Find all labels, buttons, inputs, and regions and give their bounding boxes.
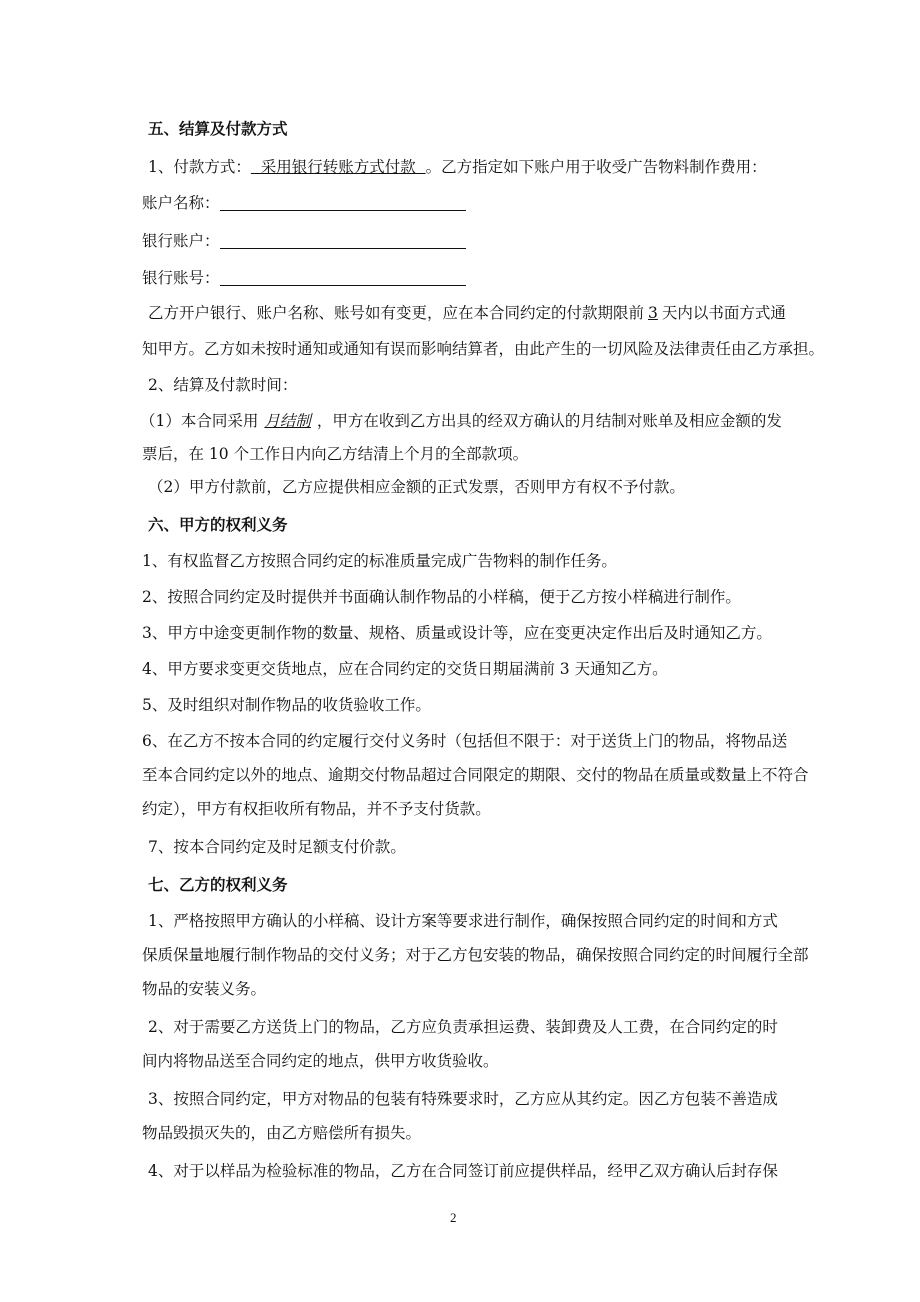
bank-number-blank [220,269,466,286]
party-b-item-1-line-3: 物品的安装义务。 [142,980,267,998]
party-a-item-5: 5、及时组织对制作物品的收货验收工作。 [142,696,431,714]
party-a-item-7: 7、按本合同约定及时足额支付价款。 [148,838,406,856]
section-7-title: 七、乙方的权利义务 [148,876,288,894]
party-a-item-6-line-2: 至本合同约定以外的地点、逾期交付物品超过合同限定的期限、交付的物品在质量或数量上不符合 [142,766,809,784]
party-b-item-1-line-1: 1、严格按照甲方确认的小样稿、设计方案等要求进行制作，确保按照合同约定的时间和方式 [148,912,778,930]
account-change-line-2: 知甲方。乙方如未按时通知或通知有误而影响结算者，由此产生的一切风险及法律责任由乙方承担。 [142,340,825,358]
account-name-line [142,192,466,214]
settlement-item-1-line-1: （1）本合同采用 月结制 ，甲方在收到乙方出具的经双方确认的月结制对账单及相应金额的发 [140,412,782,430]
payment-method-label: 1、付款方式： [148,158,251,176]
payment-method-suffix: 。乙方指定如下账户用于收受广告物料制作费用： [425,158,767,176]
party-a-item-3: 3、甲方中途变更制作物的数量、规格、质量或设计等，应在变更决定作出后及时通知乙方。 [142,624,772,642]
account-name-blank [220,194,466,211]
page-number: 2 [450,1210,457,1225]
party-a-item-1: 1、有权监督乙方按照合同约定的标准质量完成广告物料的制作任务。 [142,552,617,570]
account-name-label: 账户名称： [142,194,220,212]
notice-days: 3 [648,304,658,322]
payment-method-value: 采用银行转账方式付款 [250,158,426,176]
bank-number-line [142,267,466,289]
party-a-item-2: 2、按照合同约定及时提供并书面确认制作物品的小样稿，便于乙方按小样稿进行制作。 [142,588,741,606]
settlement-item-1-line-2: 票后，在 10 个工作日内向乙方结清上个月的全部款项。 [142,445,529,463]
party-b-item-4-line-1: 4、对于以样品为检验标准的物品，乙方在合同签订前应提供样品，经甲乙双方确认后封存保 [148,1162,778,1180]
party-a-item-6-line-3: 约定），甲方有权拒收所有物品，并不予支付货款。 [142,800,491,818]
party-a-item-4: 4、甲方要求变更交货地点，应在合同约定的交货日期届满前 3 天通知乙方。 [142,660,668,678]
party-b-item-3-line-2: 物品毁损灭失的，由乙方赔偿所有损失。 [142,1124,422,1142]
bank-number-label: 银行账号： [142,269,220,287]
party-b-item-1-line-2: 保质保量地履行制作物品的交付义务；对于乙方包安装的物品，确保按照合同约定的时间履行全部 [142,946,809,964]
account-change-line-1: 乙方开户银行、账户名称、账号如有变更，应在本合同约定的付款期限前 3 天内以书面方式通 [148,304,786,322]
section-5-title: 五、结算及付款方式 [148,120,288,138]
payment-method-line [148,156,767,178]
party-a-item-6-line-1: 6、在乙方不按本合同的约定履行交付义务时（包括但不限于：对于送货上门的物品，将物品送 [142,732,788,750]
settlement-term: 月结制 [264,412,311,430]
bank-account-line [142,230,466,252]
party-b-item-2-line-1: 2、对于需要乙方送货上门的物品，乙方应负责承担运费、装卸费及人工费，在合同约定的时 [148,1018,778,1036]
bank-account-blank [220,232,466,249]
settlement-item-2: （2）甲方付款前，乙方应提供相应金额的正式发票，否则甲方有权不予付款。 [148,478,685,496]
party-b-item-3-line-1: 3、按照合同约定，甲方对物品的包装有特殊要求时，乙方应从其约定。因乙方包装不善造成 [148,1090,778,1108]
bank-account-label: 银行账户： [142,232,220,250]
section-6-title: 六、甲方的权利义务 [148,516,288,534]
party-b-item-2-line-2: 间内将物品送至合同约定的地点，供甲方收货验收。 [142,1052,499,1070]
settlement-time-heading: 2、结算及付款时间： [148,376,298,394]
